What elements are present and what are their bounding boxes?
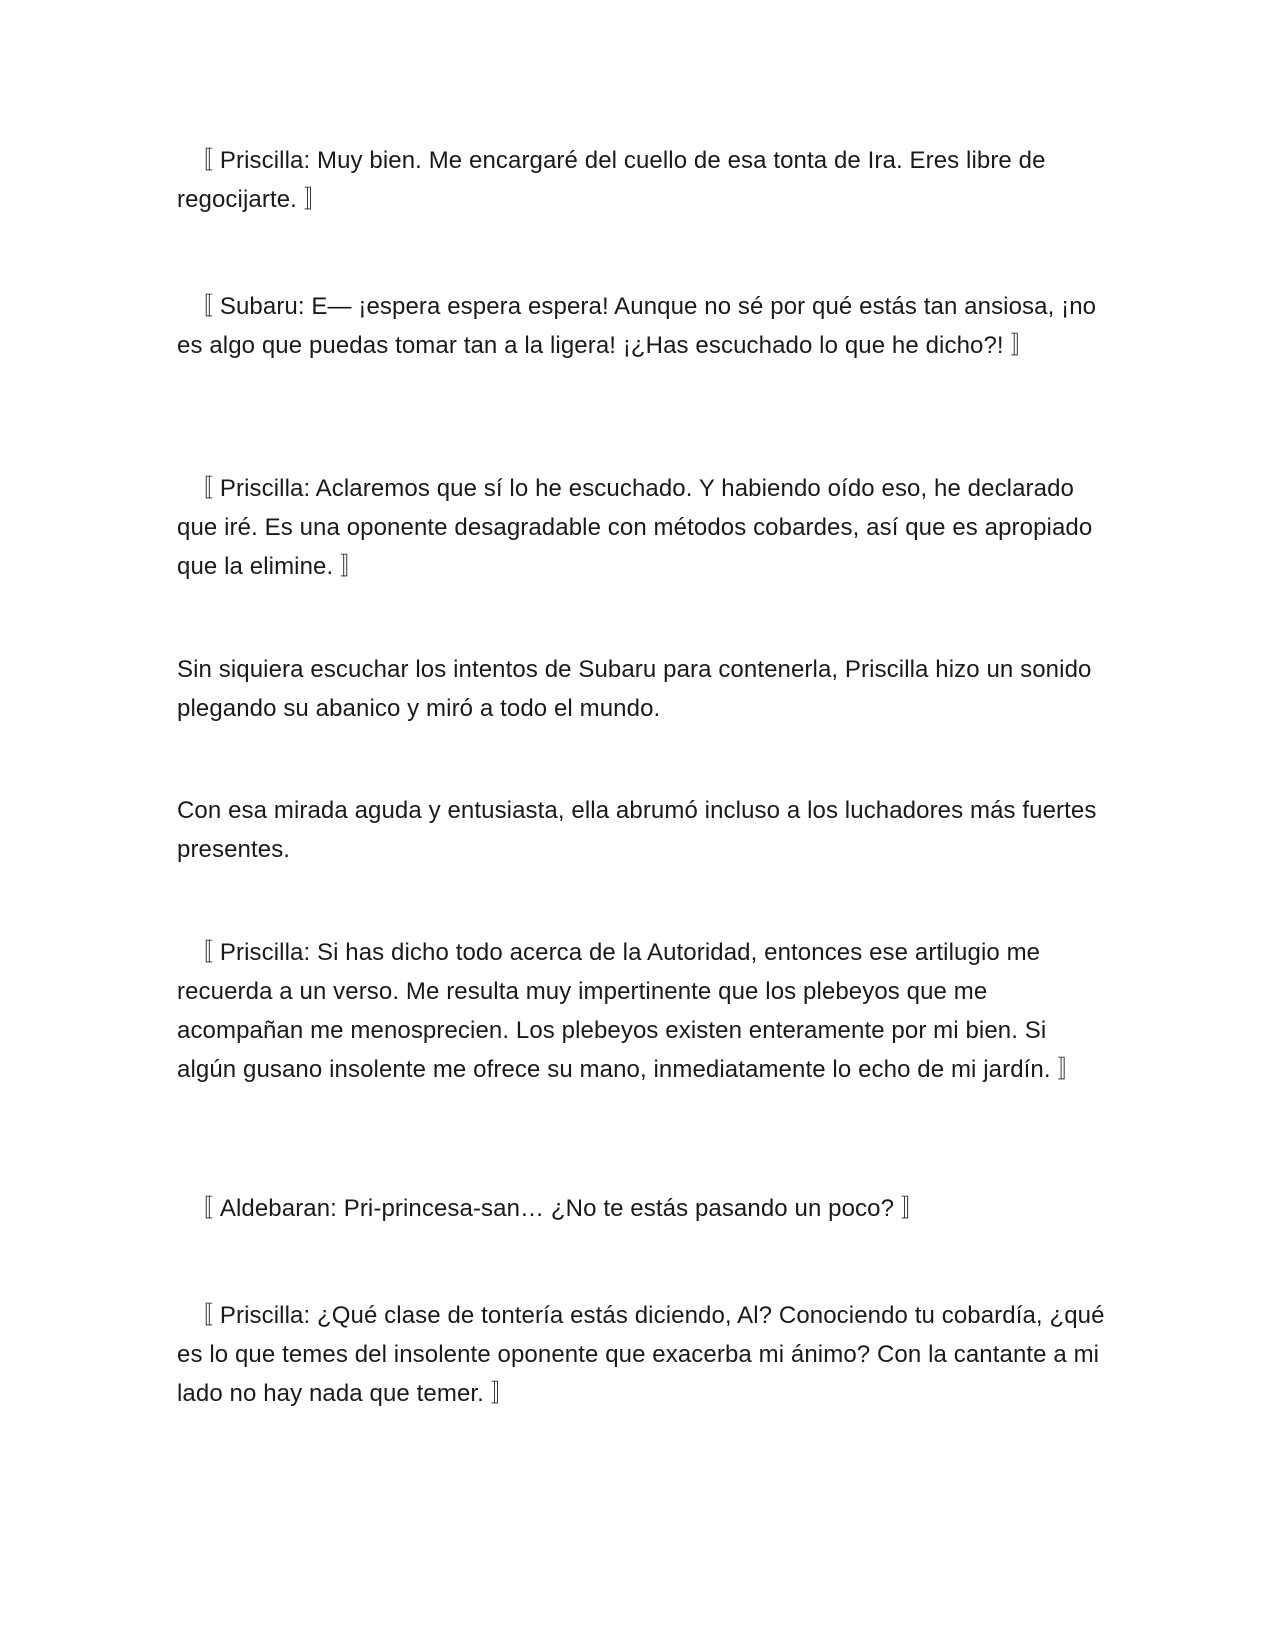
dialogue-paragraph-aldebaran: 〚 Aldebaran: Pri-princesa-san… ¿No te estás pasando un poco? 〛 (189, 1195, 925, 1222)
dialogue-paragraph-priscilla-2: 〚 Priscilla: Aclaremos que sí lo he escuchado. Y habiendo oído eso, he declarado que iré. Es una oponente desagradable con métodos cobardes, así que es apropiado que la elimine. 〛 (177, 475, 1093, 580)
dialogue-paragraph-priscilla-4: 〚 Priscilla: ¿Qué clase de tontería estás diciendo, Al? Conociendo tu cobardía, ¿qué es lo que temes del insolente oponente que exacerba mi ánimo? Con la cantante a mi lado no hay nada que temer. 〛 (177, 1302, 1105, 1407)
dialogue-paragraph-priscilla-1: 〚 Priscilla: Muy bien. Me encargaré del cuello de esa tonta de Ira. Eres libre de regocijarte. 〛 (177, 147, 1046, 213)
narration-paragraph-1: Sin siquiera escuchar los intentos de Subaru para contenerla, Priscilla hizo un sonido plegando su abanico y miró a todo el mundo. (177, 656, 1092, 722)
narration-paragraph-2: Con esa mirada aguda y entusiasta, ella abrumó incluso a los luchadores más fuertes presentes. (177, 797, 1097, 863)
dialogue-paragraph-priscilla-3: 〚 Priscilla: Si has dicho todo acerca de la Autoridad, entonces ese artilugio me recuerda a un verso. Me resulta muy impertinente que los plebeyos que me acompañan me menosprecien. Los plebeyos existen enteramente por mi bien. Si algún gusano insolente me ofrece su mano, inmediatamente lo echo de mi jardín. 〛 (177, 939, 1082, 1083)
dialogue-paragraph-subaru: 〚 Subaru: E— ¡espera espera espera! Aunque no sé por qué estás tan ansiosa, ¡no es algo que puedas tomar tan a la ligera! ¡¿Has escuchado lo que he dicho?! 〛 (177, 293, 1097, 359)
